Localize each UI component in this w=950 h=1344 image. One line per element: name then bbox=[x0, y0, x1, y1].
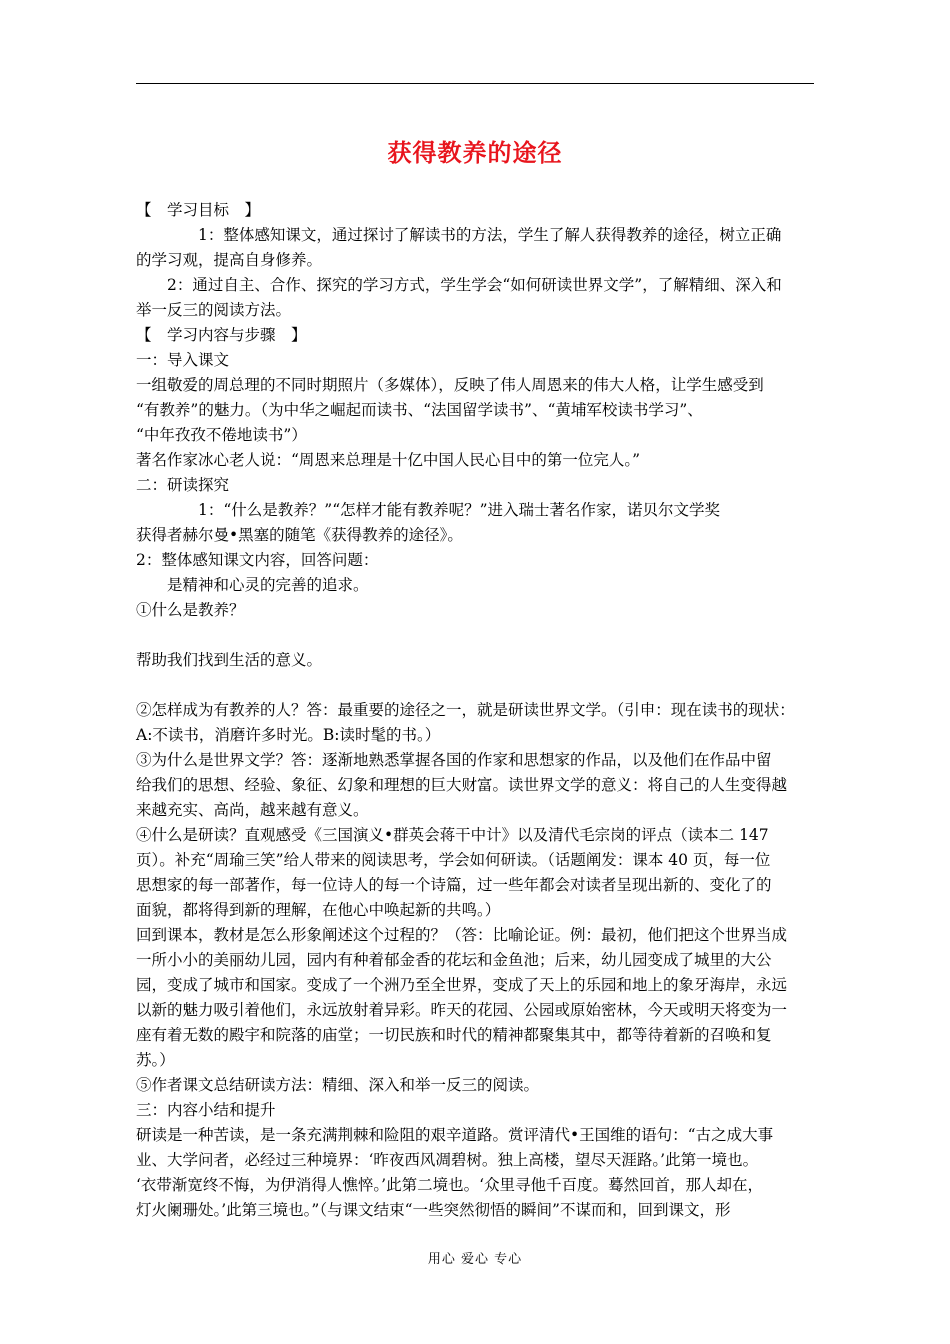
text-line: “中年孜孜不倦地读书”） bbox=[136, 426, 307, 444]
text-line: ⑤作者课文总结研读方法：精细、深入和举一反三的阅读。 bbox=[136, 1076, 540, 1094]
text-line: 苏。） bbox=[136, 1051, 175, 1069]
text-line: 面貌，都将得到新的理解，在他心中唤起新的共鸣。） bbox=[136, 901, 501, 919]
text-line: “有教养”的魅力。（为中华之崛起而读书、“法国留学读书”、“黄埔军校读书学习”、 bbox=[136, 401, 703, 419]
page-footer: 用心 爱心 专心 bbox=[427, 1252, 523, 1267]
text-line: 获得者赫尔曼•黑塞的随笔《获得教养的途径》。 bbox=[136, 526, 463, 544]
text-line: ‘衣带渐宽终不悔，为伊消得人憔悴。’此第二境也。‘众里寻他千百度。蓦然回首，那人却在， bbox=[136, 1176, 764, 1194]
text-line: 帮助我们找到生活的意义。 bbox=[136, 651, 323, 669]
text-line: 1：整体感知课文，通过探讨了解读书的方法，学生了解人获得教养的途径，树立正确 bbox=[136, 226, 782, 244]
document-body bbox=[136, 198, 818, 1223]
text-line: 以新的魅力吸引着他们，永远放射着异彩。昨天的花园、公园或原始密林，今天或明天将变为一 bbox=[136, 1001, 788, 1019]
text-line bbox=[136, 623, 818, 648]
text-line: 1：“什么是教养？”“怎样才能有教养呢？”进入瑞士著名作家，诺贝尔文学奖 bbox=[136, 501, 721, 519]
text-line: 著名作家冰心老人说：“周恩来总理是十亿中国人民心目中的第一位完人。” bbox=[136, 451, 641, 469]
text-line: 二：研读探究 bbox=[136, 476, 230, 494]
text-line: 来越充实、高尚，越来越有意义。 bbox=[136, 801, 369, 819]
text-line: 举一反三的阅读方法。 bbox=[136, 301, 292, 319]
text-line: 给我们的思想、经验、象征、幻象和理想的巨大财富。读世界文学的意义：将自己的人生变得越 bbox=[136, 776, 788, 794]
text-line: ③为什么是世界文学？答：逐渐地熟悉掌握各国的作家和思想家的作品，以及他们在作品中留 bbox=[136, 751, 772, 769]
text-line: 灯火阑珊处。’此第三境也。”（与课文结束“一些突然彻悟的瞬间”不谋而和，回到课文，形 bbox=[136, 1201, 731, 1219]
text-line: 思想家的每一部著作，每一位诗人的每一个诗篇，过一些年都会对读者呈现出新的、变化了的 bbox=[136, 876, 772, 894]
text-line: 回到课本，教材是怎么形象阐述这个过程的？（答：比喻论证。例：最初，他们把这个世界当成 bbox=[136, 926, 788, 944]
text-line: 三：内容小结和提升 bbox=[136, 1101, 276, 1119]
text-line: 业、大学问者，必经过三种境界：‘昨夜西风凋碧树。独上高楼，望尽天涯路。’此第一境也。 bbox=[136, 1151, 759, 1169]
text-line: 【 学习内容与步骤 】 bbox=[136, 326, 307, 344]
text-line: 座有着无数的殿宇和院落的庙堂；一切民族和时代的精神都聚集其中，都等待着新的召唤和复 bbox=[136, 1026, 772, 1044]
text-line: ②怎样成为有教养的人？答：最重要的途径之一，就是研读世界文学。（引申：现在读书的现状： bbox=[136, 701, 795, 719]
text-line: 的学习观，提高自身修养。 bbox=[136, 251, 323, 269]
header-rule bbox=[136, 83, 814, 84]
text-line bbox=[136, 673, 818, 698]
page-title: 获得教养的途径 bbox=[387, 139, 563, 167]
text-line: 2：通过自主、合作、探究的学习方式，学生学会“如何研读世界文学”，了解精细、深入和 bbox=[136, 276, 782, 294]
text-line: 是精神和心灵的完善的追求。 bbox=[136, 576, 369, 594]
text-line: 一所小小的美丽幼儿园，园内有种着郁金香的花坛和金鱼池；后来，幼儿园变成了城里的大公 bbox=[136, 951, 772, 969]
text-line: 一：导入课文 bbox=[136, 351, 230, 369]
text-line: ①什么是教养？ bbox=[136, 601, 245, 619]
text-line: 园，变成了城市和国家。变成了一个洲乃至全世界，变成了天上的乐园和地上的象牙海岸，永远 bbox=[136, 976, 788, 994]
text-line: 【 学习目标 】 bbox=[136, 201, 261, 219]
text-line: 页）。补充“周瑜三笑”给人带来的阅读思考，学会如何研读。（话题阐发：课本 40 页，每一位 bbox=[136, 851, 771, 869]
text-line: 一组敬爱的周总理的不同时期照片（多媒体），反映了伟人周恩来的伟大人格，让学生感受到 bbox=[136, 376, 764, 394]
text-line: A:不读书，消磨许多时光。B:读时髦的书。） bbox=[136, 726, 441, 744]
text-line: 研读是一种苦读，是一条充满荆棘和险阻的艰辛道路。赏评清代•王国维的语句：“古之成大事 bbox=[136, 1126, 774, 1144]
text-line: 2：整体感知课文内容，回答问题： bbox=[136, 551, 379, 569]
text-line: ④什么是研读？直观感受《三国演义•群英会蒋干中计》以及清代毛宗岗的评点（读本二 147 bbox=[136, 826, 769, 844]
